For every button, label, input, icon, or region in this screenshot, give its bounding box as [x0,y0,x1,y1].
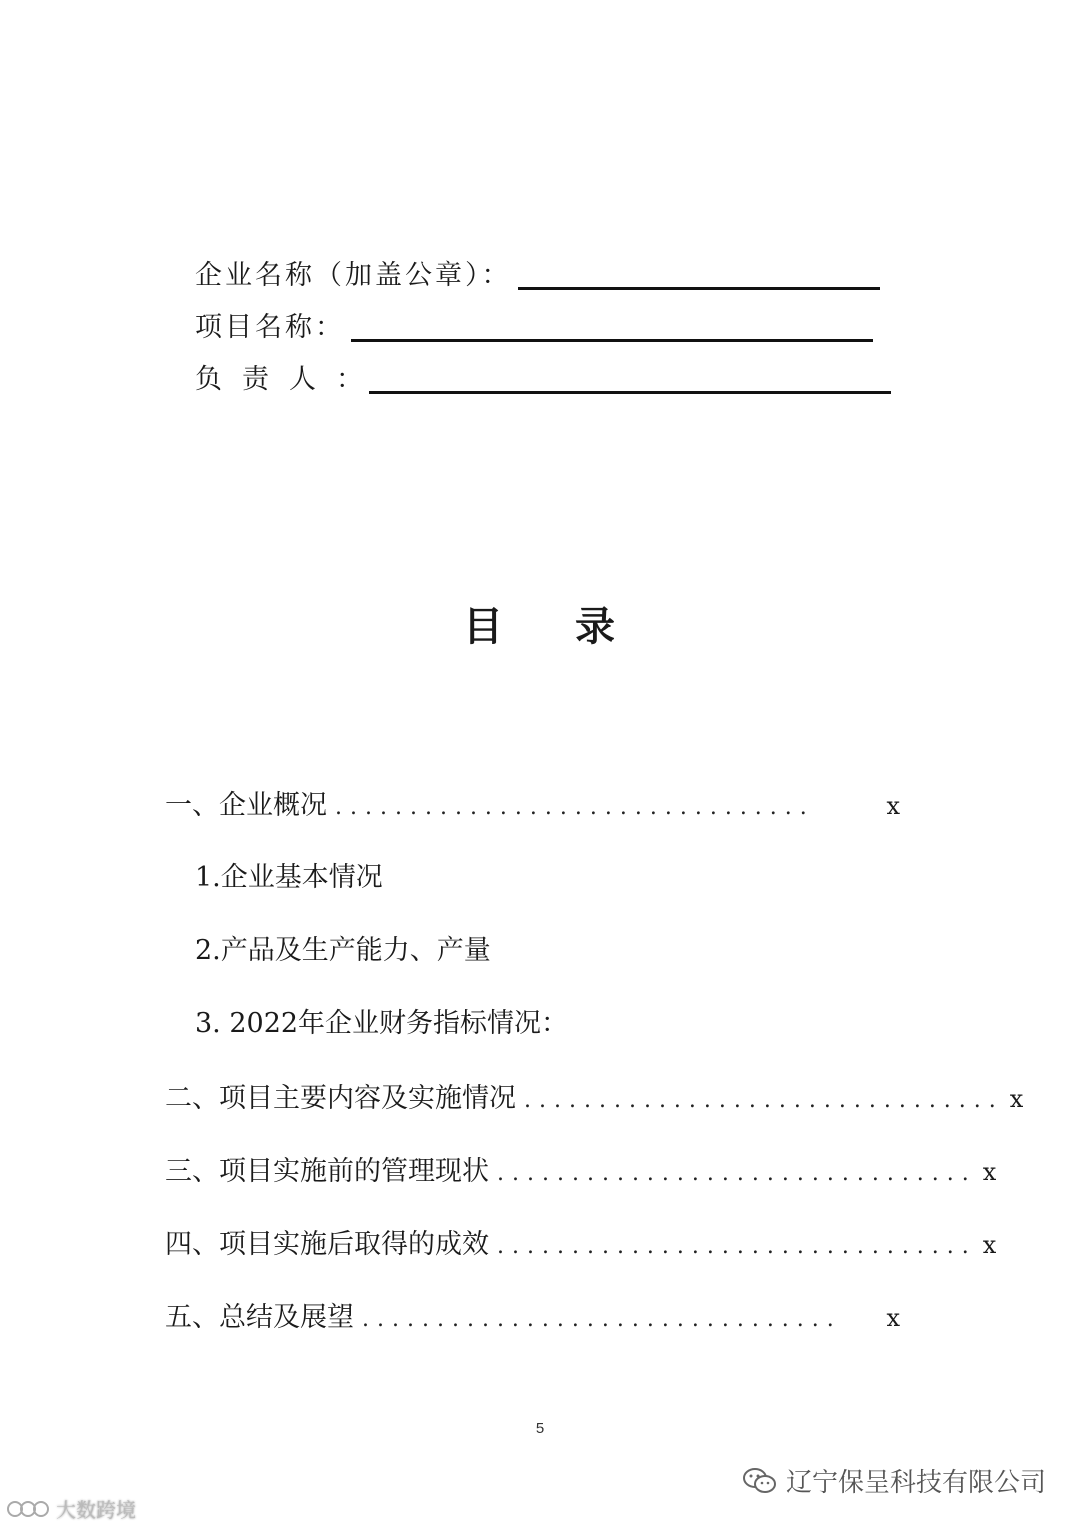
company-name-label: 企业名称（加盖公章）： [195,260,512,291]
toc-item-label: 3. 2022年企业财务指标情况： [195,1008,569,1039]
toc-subitem-2[interactable] [195,934,491,968]
toc-title [0,595,1080,652]
toc-item-4[interactable] [165,1228,997,1264]
toc-subitem-1[interactable] [195,861,383,895]
toc-item-3[interactable] [165,1155,997,1191]
toc-item-label: 2.产品及生产能力、产量 [195,935,491,966]
logo-icon [6,1498,50,1520]
toc-title-char-2: 录 [575,603,617,650]
toc-page-number: x [886,792,900,820]
company-name-underline [518,287,880,290]
toc-item-label: 一、企业概况 [165,790,327,821]
toc-page-number: x [886,1304,900,1332]
toc-leader-dots: ................................ [362,1307,842,1332]
toc-item-2[interactable] [165,1082,1024,1118]
leader-label-colon: ： [336,364,363,395]
toc-item-label: 五、总结及展望 [165,1302,354,1333]
project-name-underline [351,339,873,342]
wechat-icon [742,1467,778,1495]
page-number: 5 [535,1420,545,1437]
toc-page-number: x [982,1158,997,1186]
leader-label-text: 负责人 [195,364,336,395]
watermark-brand [6,1494,136,1523]
toc-item-label: 二、项目主要内容及实施情况 [165,1083,516,1114]
toc-subitem-3[interactable] [195,1007,568,1041]
watermark-brand-text: 大数跨境 [56,1498,136,1522]
project-name-label: 项目名称： [195,312,345,343]
toc-leader-dots: ................................ [335,795,815,820]
toc-item-label: 1.企业基本情况 [195,862,383,893]
project-name-row [195,312,873,344]
toc-item-label: 三、项目实施前的管理现状 [165,1156,489,1187]
leader-label [195,364,363,396]
leader-row [195,364,891,396]
toc-item-5[interactable] [165,1301,900,1337]
toc-leader-dots: ................................ [524,1088,1004,1113]
toc-leader-dots: ................................ [497,1161,977,1186]
watermark-company-text: 辽宁保呈科技有限公司 [785,1468,1046,1498]
toc-page-number: x [982,1231,997,1259]
company-name-row [195,260,880,292]
toc-leader-dots: ................................ [497,1234,977,1259]
watermark-company [742,1462,1046,1499]
toc-item-1[interactable] [165,789,900,825]
leader-underline [369,391,891,394]
toc-item-label: 四、项目实施后取得的成效 [165,1229,489,1260]
toc-title-char-1: 目 [463,603,505,650]
toc-page-number: x [1009,1085,1024,1113]
